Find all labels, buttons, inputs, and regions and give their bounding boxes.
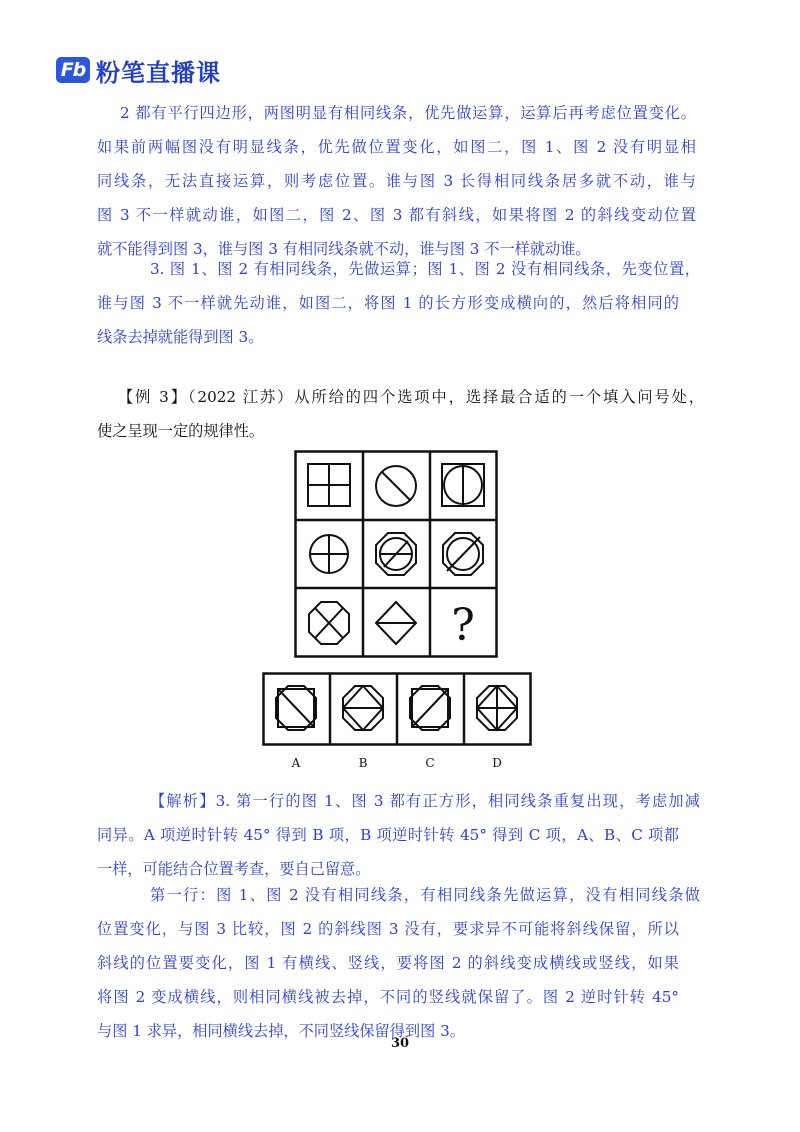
option-label-d[interactable]: D [492,756,502,770]
option-label-b[interactable]: B [358,756,368,770]
option-b-figure[interactable] [343,686,383,730]
answer-options [262,672,532,746]
text-line: 谁与图 3 不一样就先动谁，如图二，将图 1 的长方形变成横向的，然后将相同的 [97,294,679,312]
text-line: 如果前两幅图没有明显线条，优先做位置变化，如图二，图 1、图 2 没有明显相 [97,138,696,156]
text-line: 与图 1 求异，相同横线去掉，不同竖线保留得到图 3。 [97,1022,465,1040]
puzzle-cell-r1c1 [308,464,350,506]
puzzle-grid [294,450,498,658]
option-label-a[interactable]: A [291,756,301,770]
puzzle-cell-r2c2 [376,533,416,575]
puzzle-cell-r1c3 [442,464,484,506]
brand-name: 粉笔直播课 [96,58,221,87]
text-line: 同线条，无法直接运算，则考虑位置。谁与图 3 长得相同线条居多就不动，谁与 [97,172,696,190]
intro-paragraph [97,96,696,266]
text-line: 就不能得到图 3，谁与图 3 有相同线条就不动，谁与图 3 不一样就动谁。 [97,240,591,258]
fenbi-logo-icon: Fb [56,57,90,83]
text-line: 斜线的位置要变化，图 1 有横线、竖线，要将图 2 的斜线变成横线或竖线，如果 [97,954,679,972]
text-line: 3. 图 1、图 2 有相同线条，先做运算；图 1、图 2 没有相同线条，先变位置， [150,260,700,278]
puzzle-cell-r2c3 [443,533,483,575]
page-number: 30 [390,1036,410,1051]
option-labels [262,756,532,776]
point3-paragraph [97,252,700,354]
question-mark: ? [451,600,475,651]
option-d-figure[interactable] [477,686,517,730]
puzzle-cell-r1c2 [376,466,416,506]
text-line: 将图 2 变成横线，则相同横线被去掉，不同的竖线就保留了。图 2 逆时针转 45° [97,988,679,1006]
brand-header [56,53,221,87]
text-line: 一样，可能结合位置考查，要自己留意。 [97,860,371,878]
text-line: 线条去掉就能得到图 3。 [97,328,264,346]
text-line: 【例 3】（2022 江苏）从所给的四个选项中，选择最合适的一个填入问号处， [118,388,704,406]
text-line: 【解析】3. 第一行的图 1、图 3 都有正方形，相同线条重复出现，考虑加减 [150,792,700,810]
puzzle-cell-r2c1 [310,535,348,573]
puzzle-cell-r3c2 [376,602,416,644]
puzzle-cell-r3c1 [309,602,349,644]
option-label-c[interactable]: C [425,756,435,770]
option-c-figure[interactable] [410,686,450,730]
text-line: 第一行：图 1、图 2 没有相同线条，有相同线条先做运算，没有相同线条做 [150,886,700,904]
analysis-paragraph [97,784,700,886]
example-question [97,380,704,448]
text-line: 2 都有平行四边形，两图明显有相同线条，优先做运算，运算后再考虑位置变化。 [120,104,696,122]
text-line: 使之呈现一定的规律性。 [97,422,265,440]
row1-analysis-paragraph [97,878,700,1048]
text-line: 位置变化，与图 3 比较，图 2 的斜线图 3 没有，要求异不可能将斜线保留，所以 [97,920,679,938]
option-a-figure[interactable] [276,686,316,730]
text-line: 同异。A 项逆时针转 45° 得到 B 项，B 项逆时针转 45° 得到 C 项，A、B、C 项都 [97,826,679,844]
text-line: 图 3 不一样就动谁，如图二，图 2、图 3 都有斜线，如果将图 2 的斜线变动位置 [97,206,696,224]
